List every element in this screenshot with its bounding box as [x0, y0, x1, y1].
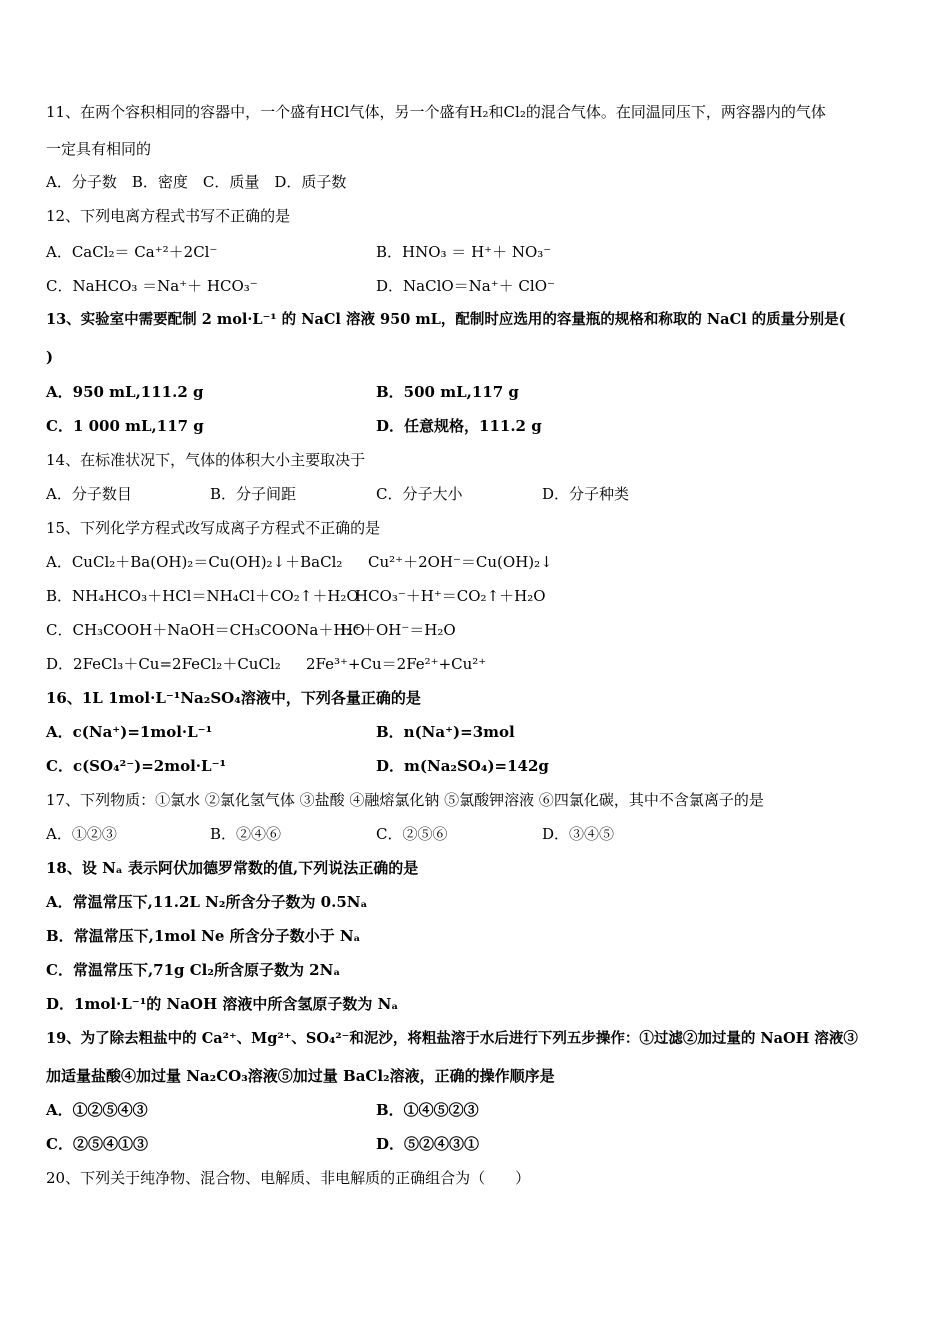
- q19-stem-line2: 加适量盐酸④加过量 Na₂CO₃溶液⑤加过量 BaCl₂溶液，正确的操作顺序是: [46, 1067, 555, 1085]
- q17-option-c: C．②⑤⑥: [376, 825, 448, 843]
- q15-option-a-ionic: Cu²⁺＋2OH⁻＝Cu(OH)₂↓: [368, 553, 553, 571]
- q14-option-a: A．分子数目: [46, 485, 132, 503]
- q15-option-d-equation: D．2FeCl₃＋Cu=2FeCl₂＋CuCl₂: [46, 655, 281, 673]
- q16-option-d: D．m(Na₂SO₄)=142g: [376, 757, 549, 775]
- q19-stem-line1: 19、为了除去粗盐中的 Ca²⁺、Mg²⁺、SO₄²⁻和泥沙，将粗盐溶于水后进行下列五步操作：①过滤②加过量的 NaOH 溶液③: [46, 1030, 858, 1047]
- q15-option-b-ionic: HCO₃⁻＋H⁺＝CO₂↑＋H₂O: [355, 587, 546, 605]
- q20-stem: 20、下列关于纯净物、混合物、电解质、非电解质的正确组合为（ ）: [46, 1169, 531, 1187]
- q17-option-d: D．③④⑤: [542, 825, 615, 843]
- q18-option-c: C．常温常压下,71g Cl₂所含原子数为 2Nₐ: [46, 961, 341, 979]
- q14-stem: 14、在标准状况下，气体的体积大小主要取决于: [46, 451, 366, 469]
- q14-option-b: B．分子间距: [210, 485, 297, 503]
- q19-option-c: C．②⑤④①③: [46, 1135, 148, 1153]
- q12-stem: 12、下列电离方程式书写不正确的是: [46, 207, 291, 225]
- q16-option-b: B．n(Na⁺)=3mol: [376, 723, 515, 741]
- q17-option-b: B．②④⑥: [210, 825, 282, 843]
- q18-option-b: B．常温常压下,1mol Ne 所含分子数小于 Nₐ: [46, 927, 361, 945]
- q12-option-b: B．HNO₃ ＝ H⁺＋ NO₃⁻: [376, 243, 552, 261]
- q11-options: A．分子数 B．密度 C．质量 D．质子数: [46, 173, 347, 191]
- q18-stem: 18、设 Nₐ 表示阿伏加德罗常数的值,下列说法正确的是: [46, 859, 419, 877]
- q15-option-a-equation: A．CuCl₂＋Ba(OH)₂＝Cu(OH)₂↓＋BaCl₂: [46, 553, 343, 571]
- q13-stem-line2: ): [46, 348, 54, 366]
- q18-option-d: D．1mol·L⁻¹的 NaOH 溶液中所含氢原子数为 Nₐ: [46, 995, 399, 1013]
- q13-option-d: D．任意规格，111.2 g: [376, 417, 542, 435]
- q11-stem-line2: 一定具有相同的: [46, 140, 152, 158]
- q15-option-c-equation: C．CH₃COOH＋NaOH＝CH₃COONa＋H₂O: [46, 621, 365, 639]
- q17-stem: 17、下列物质：①氯水 ②氯化氢气体 ③盐酸 ④融熔氯化钠 ⑤氯酸钾溶液 ⑥四氯化碳，其中不含氯离子的是: [46, 791, 764, 809]
- q19-option-d: D．⑤②④③①: [376, 1135, 480, 1153]
- q12-option-c: C．NaHCO₃ ＝Na⁺＋ HCO₃⁻: [46, 277, 258, 295]
- q18-option-a: A．常温常压下,11.2L N₂所含分子数为 0.5Nₐ: [46, 893, 368, 911]
- q13-option-a: A．950 mL,111.2 g: [46, 383, 204, 401]
- q17-option-a: A．①②③: [46, 825, 117, 843]
- q16-option-a: A．c(Na⁺)=1mol·L⁻¹: [46, 723, 213, 741]
- q19-option-b: B．①④⑤②③: [376, 1101, 479, 1119]
- q13-option-b: B．500 mL,117 g: [376, 383, 519, 401]
- q13-option-c: C．1 000 mL,117 g: [46, 417, 204, 435]
- q15-option-d-ionic: 2Fe³⁺+Cu＝2Fe²⁺+Cu²⁺: [306, 655, 487, 673]
- q15-stem: 15、下列化学方程式改写成离子方程式不正确的是: [46, 519, 381, 537]
- q12-option-d: D．NaClO＝Na⁺＋ ClO⁻: [376, 277, 555, 295]
- q19-option-a: A．①②⑤④③: [46, 1101, 148, 1119]
- q15-option-c-ionic: H⁺＋OH⁻＝H₂O: [340, 621, 456, 639]
- q16-option-c: C．c(SO₄²⁻)=2mol·L⁻¹: [46, 757, 227, 775]
- q15-option-b-equation: B．NH₄HCO₃＋HCl＝NH₄Cl＋CO₂↑＋H₂O: [46, 587, 359, 605]
- q13-stem-line1: 13、实验室中需要配制 2 mol·L⁻¹ 的 NaCl 溶液 950 mL，配制时应选用的容量瓶的规格和称取的 NaCl 的质量分别是(: [46, 311, 846, 328]
- q16-stem: 16、1L 1mol·L⁻¹Na₂SO₄溶液中，下列各量正确的是: [46, 689, 421, 707]
- q14-option-d: D．分子种类: [542, 485, 630, 503]
- q14-option-c: C．分子大小: [376, 485, 463, 503]
- q11-stem-line1: 11、在两个容积相同的容器中，一个盛有HCl气体，另一个盛有H₂和Cl₂的混合气体。在同温同压下，两容器内的气体: [46, 103, 826, 121]
- q12-option-a: A．CaCl₂＝ Ca⁺²＋2Cl⁻: [46, 243, 218, 261]
